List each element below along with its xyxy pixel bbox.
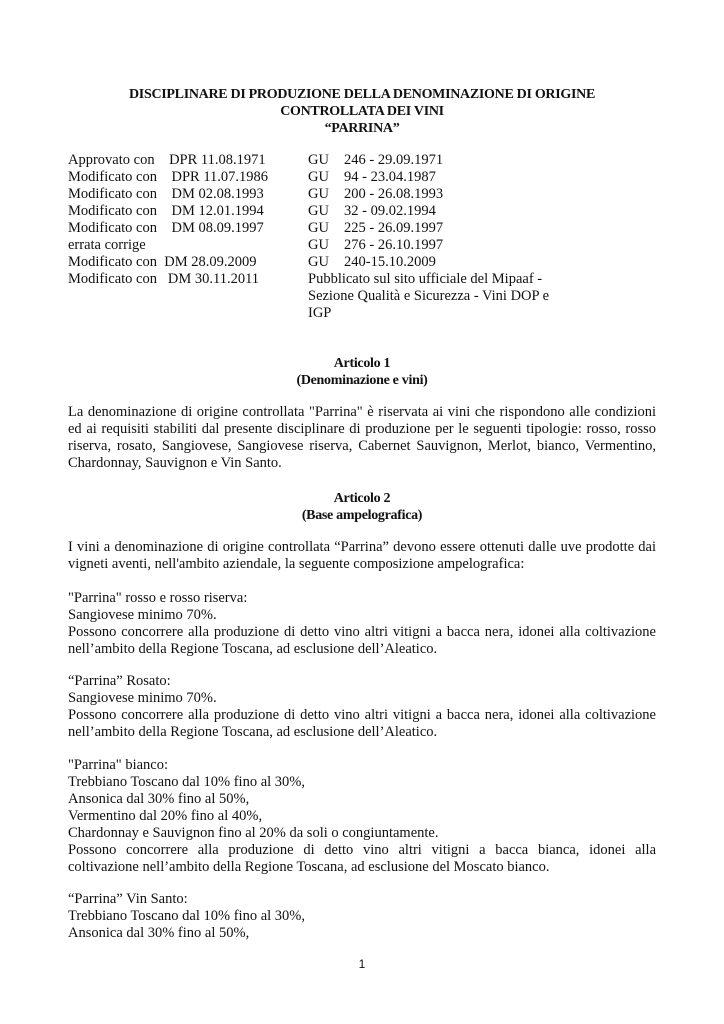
gazette-label: GU: [308, 220, 329, 236]
publication-line: IGP: [308, 305, 332, 321]
gazette-ref: 240-15.10.2009: [344, 254, 436, 270]
vinsanto-section: [68, 891, 656, 942]
paragraph-line: Chardonnay e Sauvignon fino al 20% da soli o congiuntamente.: [68, 825, 439, 841]
publication-note: [308, 271, 578, 322]
paragraph-line: Possono concorrere alla produzione di detto vino altri vitigni a bacca nera, idonei alla coltivazione: [68, 624, 656, 640]
gazette-ref: 94 - 23.04.1987: [344, 169, 436, 185]
gazette-label: GU: [308, 203, 329, 219]
approval-row: [68, 220, 668, 237]
approval-row: [68, 152, 668, 169]
gazette-ref: 246 - 29.09.1971: [344, 152, 444, 168]
publication-line: Pubblicato sul sito ufficiale del Mipaaf -: [308, 271, 543, 287]
approval-decree: Modificato con DM 12.01.1994: [68, 203, 264, 219]
approval-history: [68, 152, 668, 321]
paragraph-line: Possono concorrere alla produzione di detto vino altri vitigni a bacca bianca, idonei alla: [68, 842, 656, 858]
paragraph-line: riserva, rosato, Sangiovese, Sangiovese riserva, Cabernet Sauvignon, Merlot, bianco, Vermentino,: [68, 438, 656, 454]
approval-decree: Modificato con DM 02.08.1993: [68, 186, 264, 202]
paragraph-line: coltivazione nell’ambito della Regione Toscana, ad esclusione del Moscato bianco.: [68, 859, 550, 875]
approval-decree: errata corrige: [68, 237, 146, 253]
paragraph-line: Trebbiano Toscano dal 10% fino al 30%,: [68, 774, 305, 790]
gazette-ref: 225 - 26.09.1997: [344, 220, 444, 236]
approval-decree: Modificato con DM 28.09.2009: [68, 254, 257, 270]
publication-line: Sezione Qualità e Sicurezza - Vini DOP e: [308, 288, 550, 304]
approval-decree: Modificato con DPR 11.07.1986: [68, 169, 269, 185]
gazette-ref: 276 - 26.10.1997: [344, 237, 444, 253]
title-line-3: “PARRINA”: [324, 121, 400, 136]
wine-type-label: "Parrina" rosso e rosso riserva:: [68, 590, 248, 606]
paragraph-line: ed ai requisiti stabiliti dal presente disciplinare di produzione per le seguenti tipologie: rosso, rosso: [68, 421, 656, 437]
gazette-label: GU: [308, 169, 329, 185]
title-line-2: CONTROLLATA DEI VINI: [280, 104, 444, 119]
wine-type-label: “Parrina” Rosato:: [68, 673, 171, 689]
approval-row: [68, 186, 668, 203]
bianco-section: [68, 757, 656, 876]
gazette-label: GU: [308, 186, 329, 202]
gazette-label: GU: [308, 254, 329, 270]
approval-row: [68, 169, 668, 186]
article-subtitle: (Base ampelografica): [301, 508, 423, 523]
paragraph-line: Chardonnay, Sauvignon e Vin Santo.: [68, 455, 282, 471]
paragraph-line: Possono concorrere alla produzione di detto vino altri vitigni a bacca nera, idonei alla coltivazione: [68, 707, 656, 723]
approval-row: [68, 254, 668, 271]
paragraph-line: vigneti aventi, nell'ambito aziendale, la seguente composizione ampelografica:: [68, 556, 525, 572]
document-title: [68, 86, 656, 137]
paragraph-line: La denominazione di origine controllata "Parrina" è riservata ai vini che rispondono alle condizioni: [68, 404, 656, 420]
paragraph-line: Ansonica dal 30% fino al 50%,: [68, 925, 250, 941]
article-2-heading: [68, 490, 656, 524]
paragraph-line: I vini a denominazione di origine controllata “Parrina” devono essere ottenuti dalle uve prodotte dai: [68, 539, 656, 555]
article-number: Articolo 1: [333, 356, 391, 371]
rosato-section: [68, 673, 656, 741]
paragraph-line: nell’ambito della Regione Toscana, ad esclusione dell’Aleatico.: [68, 641, 438, 657]
wine-type-label: "Parrina" bianco:: [68, 757, 169, 773]
paragraph-line: Sangiovese minimo 70%.: [68, 607, 217, 623]
paragraph-line: Sangiovese minimo 70%.: [68, 690, 217, 706]
gazette-label: GU: [308, 237, 329, 253]
paragraph-line: nell’ambito della Regione Toscana, ad esclusione dell’Aleatico.: [68, 724, 438, 740]
article-subtitle: (Denominazione e vini): [296, 373, 428, 388]
title-line-1: DISCIPLINARE DI PRODUZIONE DELLA DENOMINAZIONE DI ORIGINE: [129, 87, 595, 102]
page-number: 1: [358, 957, 366, 971]
approval-decree: Approvato con DPR 11.08.1971: [68, 152, 266, 168]
approval-decree: Modificato con DM 08.09.1997: [68, 220, 264, 236]
gazette-ref: 32 - 09.02.1994: [344, 203, 436, 219]
rosso-section: [68, 590, 656, 658]
approval-row: [68, 237, 668, 254]
wine-type-label: “Parrina” Vin Santo:: [68, 891, 188, 907]
article-number: Articolo 2: [333, 491, 391, 506]
approval-row: [68, 203, 668, 220]
gazette-ref: 200 - 26.08.1993: [344, 186, 444, 202]
article-2-intro: [68, 539, 656, 573]
paragraph-line: Vermentino dal 20% fino al 40%,: [68, 808, 263, 824]
paragraph-line: Trebbiano Toscano dal 10% fino al 30%,: [68, 908, 305, 924]
approval-decree: Modificato con DM 30.11.2011: [68, 271, 260, 287]
paragraph-line: Ansonica dal 30% fino al 50%,: [68, 791, 250, 807]
article-1-heading: [68, 355, 656, 389]
gazette-label: GU: [308, 152, 329, 168]
article-1-paragraph: [68, 404, 656, 472]
